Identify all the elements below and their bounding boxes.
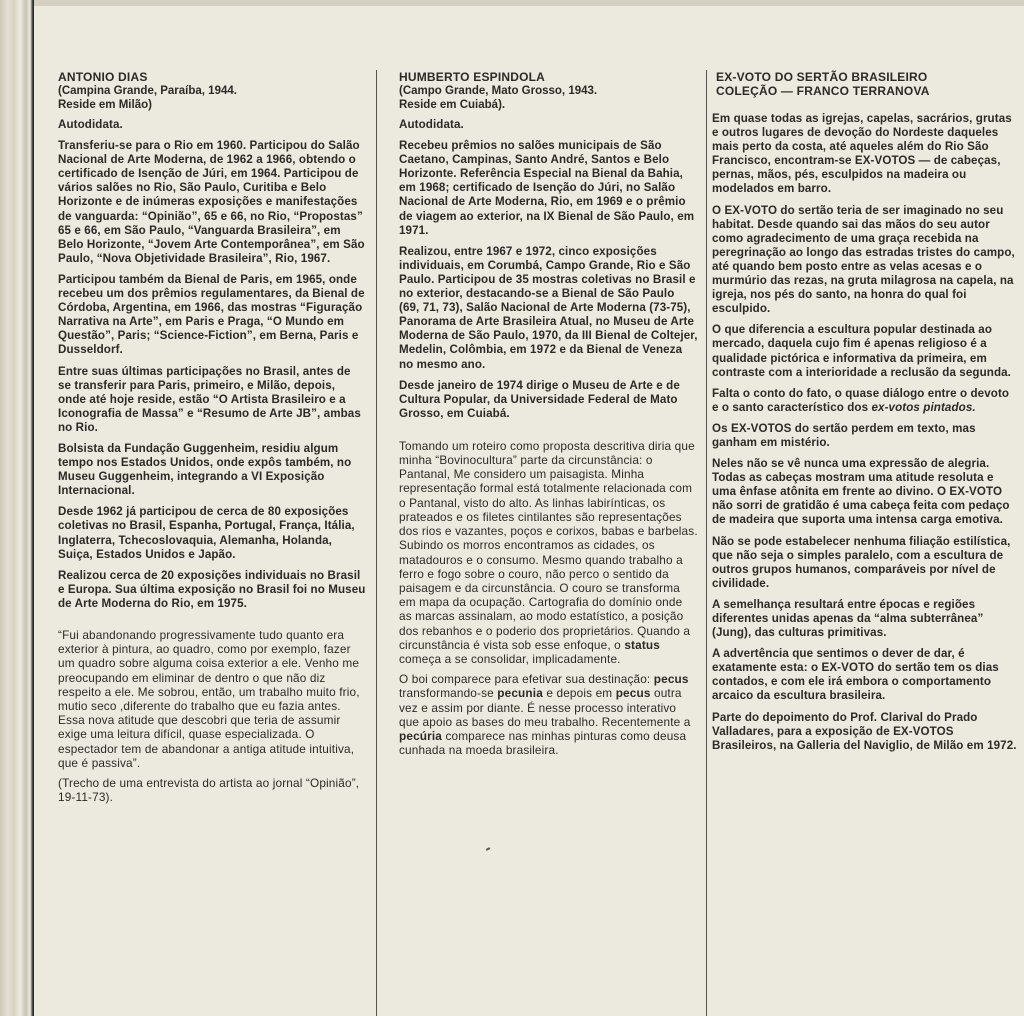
essay-paragraph: O que diferencia a escultura popular destinada ao mercado, daquela cujo fim é apenas religioso é a qualidade pictórica e informativa da primeira, em contraste com a interioridade a reclusão da segunda. <box>712 323 1012 379</box>
column-antonio-dias <box>36 70 374 1016</box>
bio-paragraph: Recebeu prêmios no salões municipais de São Caetano, Campinas, Santo André, Santos e Belo Horizonte. Referência Especial na Bienal da Bahia, em 1968; certificado de Isenção do Júri, no Salão Nacional de Arte Moderna, Rio, em 1969 e o prêmio de viagem ao exterior, na IX Bienal de São Paulo, em 1971. <box>399 139 695 237</box>
top-edge <box>34 0 1024 6</box>
bio-paragraph: Bolsista da Fundação Guggenheim, residiu algum tempo nos Estados Unidos, onde expôs também, no Museu Guggenheim, integrando a VI Exposição Internacional. <box>58 441 352 498</box>
artist-origin: (Campina Grande, Paraíba, 1944. Reside em Milão) <box>58 85 237 111</box>
bio-paragraph: Desde janeiro de 1974 dirige o Museu de Arte e de Cultura Popular, da Universidade Federal de Mato Grosso, em Cuiabá. <box>399 378 680 420</box>
column-ex-voto <box>706 70 1024 1016</box>
bio-paragraph: Autodidata. <box>399 118 464 131</box>
artist-quote: “Fui abandonando progressivamente tudo quanto era exterior à pintura, ao quadro, como por exemplo, fazer um quadro sobre alguma coisa exterior a ele. Venho me preocupando em eliminar de dentro o que não diz respeito a ele. Me sobrou, então, um trabalho muito frio, mutio seco ,diferente do trabalho que eu fazia antes. Essa nova atitude que descobri que teria de assumir exige uma leitura difícil, quase especializada. O espectador tem de abandonar a antiga atitude intuitiva, que é passiva”. <box>58 628 360 770</box>
section-title: EX-VOTO DO SERTÃO BRASILEIRO <box>716 70 928 84</box>
essay-paragraph: Em quase todas as igrejas, capelas, sacrários, grutas e outros lugares de devoção do Nordeste daqueles mais perto da costa, até aqueles além do Rio São Francisco, encontram-se EX-VOTOS — de cabeças, pernas, mãos, pés, esculpidos na madeira ou modelados em barro. <box>712 112 1012 196</box>
essay-paragraph: O EX-VOTO do sertão teria de ser imaginado no seu habitat. Desde quando sai das mãos do seu autor como agradecimento de uma graça recebida na peregrinação ao longo das estradas tristes do campo, até quando bem posto entre as velas acesas e o murmúrio das rezas, na gruta milagrosa na capela, na igreja, nos pés do santo, na honra do qual foi esculpido. <box>712 203 1015 316</box>
artist-name: HUMBERTO ESPINDOLA <box>399 70 546 84</box>
book-spine <box>0 0 34 1016</box>
essay-paragraph: Os EX-VOTOS do sertão perdem em texto, mas ganham em mistério. <box>712 421 976 449</box>
essay-paragraph: Não se pode estabelecer nenhuma filiação estilística, que não seja o simples paralelo, com a escultura de outros grupos humanos, comparáveis por nível de civilidade. <box>712 534 1011 590</box>
bio-paragraph: Realizou cerca de 20 exposições individuais no Brasil e Europa. Sua última exposição no Brasil foi no Museu de Arte Moderna do Rio, em 1975. <box>58 568 366 610</box>
bio-paragraph: Realizou, entre 1967 e 1972, cinco exposições individuais, em Corumbá, Campo Grande, Rio e São Paulo. Participou de 35 mostras coletivas no Brasil e no exterior, destacando-se a Bienal de São Paulo (69, 71, 73), Salão Nacional de Arte Moderna (73-75), Panorama de Arte Brasileira Atual, no Museu de Arte Moderna de São Paulo, 1970, da III Bienal de Coltejer, Medelin, Colômbia, em 1972 e da Bienal de Veneza no mesmo ano. <box>399 244 698 371</box>
column-humberto-espindola <box>376 70 706 1016</box>
artist-name: ANTONIO DIAS <box>58 70 148 84</box>
essay-paragraph: A advertência que sentimos o dever de dar, é exatamente esta: o EX-VOTO do sertão tem os dias contados, e com ele irá embora o comportamento arcaico da escultura brasileira. <box>712 647 999 703</box>
bio-paragraph: Autodidata. <box>58 118 123 131</box>
artist-statement: O boi comparece para efetivar sua destinação: pecus transformando-se pecunia e depois em pecus outra vez e assim por diante. É nesse processo interativo que apoio as bases do meu trabalho. Recentemente a pecúria comparece nas minhas pinturas como deusa cunhada na moeda brasileira. <box>399 672 691 758</box>
section-subtitle: COLEÇÃO — FRANCO TERRANOVA <box>716 84 930 98</box>
essay-paragraph: Falta o conto do fato, o quase diálogo entre o devoto e o santo característico dos ex-votos pintados. <box>712 386 1010 414</box>
essay-credit: Parte do depoimento do Prof. Clarival do Prado Valladares, para a exposição de EX-VOTOS Brasileiros, na Galleria del Naviglio, de Milão em 1972. <box>712 710 1017 752</box>
artist-origin: (Campo Grande, Mato Grosso, 1943. Reside em Cuiabá). <box>399 85 598 111</box>
bio-paragraph: Desde 1962 já participou de cerca de 80 exposições coletivas no Brasil, Espanha, Portugal, França, Itália, Inglaterra, Tchecoslovaquia, Alemanha, Holanda, Suiça, Estados Unidos e Japão. <box>58 505 355 561</box>
essay-paragraph: Neles não se vê nunca uma expressão de alegria. Todas as cabeças mostram uma atitude resoluta e uma ênfase atônita em frente ao divino. O EX-VOTO não sorri de gratidão é uma cabeça feita com pedaço de madeira que suporta uma intensa carga emotiva. <box>712 457 1010 527</box>
bio-paragraph: Participou também da Bienal de Paris, em 1965, onde recebeu um dos prêmios regulamentares, da Bienal de Córdoba, Argentina, em 1966, das mostras “Figuração Narrativa na Arte”, em Paris e Praga, “O Mundo em Questão”, Paris; “Science-Fiction”, em Berna, Paris e Dusseldorf. <box>58 272 365 357</box>
quote-source: (Trecho de uma entrevista do artista ao jornal “Opinião”, 19-11-73). <box>58 776 360 805</box>
artist-statement: Tomando um roteiro como proposta descritiva diria que minha “Bovinocultura” parte da circunstância: o Pantanal, Me considero um paisagista. Minha representação formal está totalmente relacionada com o Pantanal, visto do alto. As linhas labirínticas, os prateados e os filetes cintilantes são representações dos rios e vazantes, poços e corixos, babas e barbelas. Subindo os morros encontramos as cidades, os matadouros e o consumo. Mesmo quando trabalho a ferro e fogo sobre o couro, não perco o sentido da paisagem e da circunstância. O couro se transforma em mapa da ocupação. Cartografia do domínio onde as marcas assinalam, ao modo estatístico, a posição dos rebanhos e o poderio dos proprietários. Quando a circunstância é vista sob esse enfoque, o status começa a se consolidar, implicadamente. <box>399 438 698 666</box>
essay-paragraph: A semelhança resultará entre épocas e regiões diferentes unidas apenas da “alma subterrânea” (Jung), das culturas primitivas. <box>712 597 984 640</box>
bio-paragraph: Entre suas últimas participações no Brasil, antes de se transferir para Paris, primeiro, e Milão, depois, onde até hoje reside, estão “O Artista Brasileiro e a Iconografia de Massa” e “Resumo de Arte JB”, ambas no Rio. <box>58 364 361 434</box>
bio-paragraph: Transferiu-se para o Rio em 1960. Participou do Salão Nacional de Arte Moderna, de 1962 a 1966, obtendo o certificado de Isenção de Júri, em 1964. Participou de vários salões no Rio, São Paulo, Curitiba e Belo Horizonte e de inúmeras exposições e manifestações de vanguarda: “Opinião”, 65 e 66, no Rio, “Propostas” 65 e 66, em São Paulo, “Vanguarda Brasileira”, em Belo Horizonte, “Jovem Arte Contemporânea”, em São Paulo, “Nova Objetividade Brasileira”, Rio, 1967. <box>58 139 365 265</box>
